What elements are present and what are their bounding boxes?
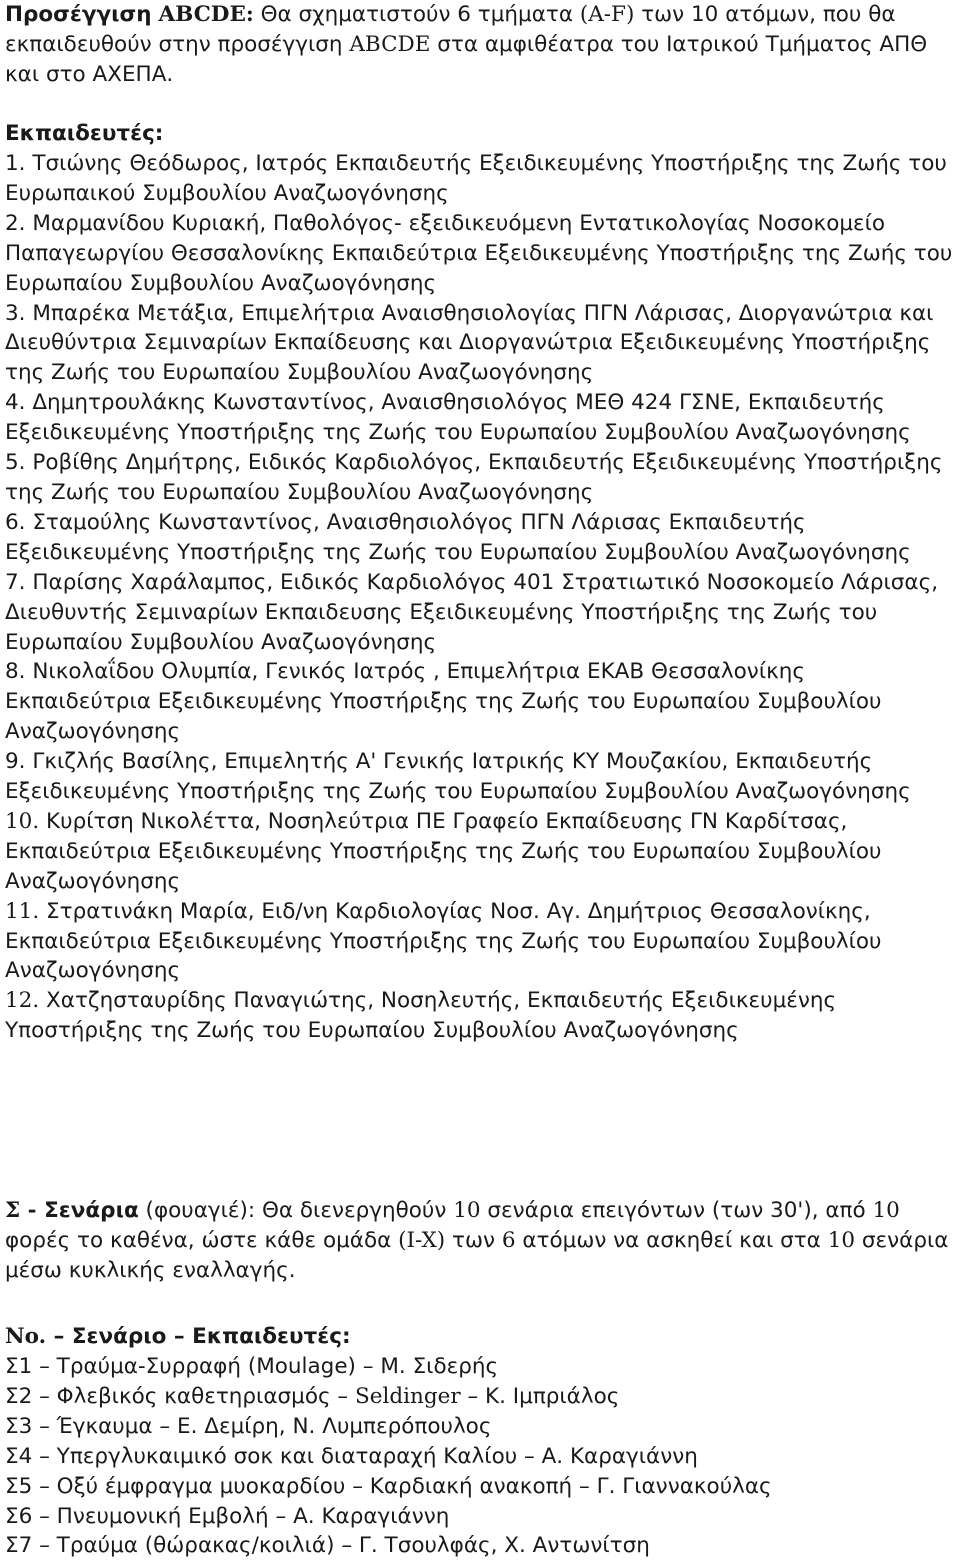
intro-abcde-1: ABCDE: — [158, 2, 254, 27]
scenario-text: Σ3 – Έγκαυμα – Ε. Δεμίρη, Ν. Λυμπερόπουλος — [5, 1413, 492, 1439]
scen-text-1: (φουαγιέ): Θα διενεργηθούν — [138, 1198, 454, 1223]
scenario-item — [5, 1531, 955, 1561]
intro-text-3: στα αμφιθέατρα του Ιατρικού Τμήματος ΑΠΘ και στο ΑΧΕΠΑ. — [5, 31, 928, 87]
trainer-item — [5, 568, 955, 658]
scenario-item — [5, 1412, 955, 1442]
trainer-num: 7. — [5, 569, 26, 595]
scen-text-5: ατόμων να ασκηθεί και στα — [515, 1227, 828, 1253]
trainer-item — [5, 986, 955, 1046]
scenarios-heading — [5, 1322, 351, 1352]
intro-af: (A-F) — [579, 2, 635, 27]
trainer-item — [5, 807, 955, 897]
scenario-text: Σ1 – Τραύμα-Συρραφή (Moulage) – Μ. Σιδερής — [5, 1354, 499, 1379]
trainer-num: 6. — [5, 509, 26, 535]
scen-text-3: φορές το καθένα, ώστε κάθε ομάδα — [5, 1227, 399, 1253]
intro-text-2: των 10 ατόμων, που θα εκπαιδευθούν στην προσέγγιση — [5, 2, 896, 57]
trainer-item — [5, 747, 955, 807]
trainer-item — [5, 448, 955, 508]
trainer-num: 1. — [5, 151, 26, 176]
trainer-text: Χατζησταυρίδης Παναγιώτης, Νοσηλευτής, Εκπαιδευτής Εξειδικευμένης Υποστήριξης της Ζωής του Ευρωπαίου Συμβουλίου Αναζωογόνησης — [5, 988, 837, 1044]
trainer-text: Τσιώνης Θεόδωρος, Ιατρός Εκπαιδευτής Εξειδικευμένης Υποστήριξης της Ζωής του Ευρωπαικού Συμβουλίου Αναζωογόνησης — [5, 151, 947, 206]
scenario-item — [5, 1442, 955, 1472]
trainer-num: 11. — [5, 898, 40, 924]
intro-abcde-2: ABCDE — [349, 31, 431, 57]
scenarios-label: Σενάρια — [44, 1198, 139, 1223]
trainer-num: 10. — [5, 808, 40, 834]
scenarios-intro-paragraph — [5, 1196, 960, 1286]
trainer-item — [5, 299, 955, 389]
trainer-text: Γκιζλής Βασίλης, Επιμελητής Α' Γενικής Ιατρικής ΚΥ Μουζακίου, Εκπαιδευτής Εξειδικευμένης Υποστήριξης της Ζωής του Ευρωπαίου Συμβουλίου Αναζωογόνησης — [5, 749, 911, 805]
trainer-num: 5. — [5, 450, 26, 476]
scenario-text: Σ2 – Φλεβικός καθετηριασμός – — [5, 1383, 356, 1409]
scenario-item — [5, 1382, 955, 1412]
trainer-text: Σταμούλης Κωνσταντίνος, Αναισθησιολόγος ΠΓΝ Λάρισας Εκπαιδευτής Εξειδικευμένης Υποστήριξης της Ζωής του Ευρωπαίου Συμβουλίου Αναζωογόνησης — [5, 509, 911, 565]
scen-group: (I-X) — [398, 1227, 446, 1253]
scenario-text: Σ7 – Τραύμα (θώρακας/κοιλιά) – Γ. Τσουλφάς, Χ. Αντωνίτση — [5, 1533, 650, 1559]
scenario-trainer: – Κ. Ιμπριάλος — [460, 1383, 620, 1409]
scenario-text: Σ6 – Πνευμονική Εμβολή – Α. Καραγιάννη — [5, 1503, 450, 1529]
trainer-num: 12. — [5, 988, 40, 1014]
trainers-list — [5, 149, 955, 1046]
scenario-item — [5, 1472, 955, 1502]
trainer-num: 8. — [5, 659, 26, 685]
trainer-item — [5, 508, 955, 568]
trainer-num: 4. — [5, 390, 26, 416]
trainer-text: Ροβίθης Δημήτρης, Ειδικός Καρδιολόγος, Εκπαιδευτής Εξειδικευμένης Υποστήριξης της Ζωής του Ευρωπαίου Συμβουλίου Αναζωογόνησης — [5, 450, 943, 505]
trainer-text: Νικολαΐδου Ολυμπία, Γενικός Ιατρός , Επιμελήτρια ΕΚΑΒ Θεσσαλονίκης Εκπαιδεύτρια Εξειδικευμένης Υποστήριξης της Ζωής του Ευρωπαίου Συμβουλίου Αναζωογόνησης — [5, 659, 882, 745]
scenario-text: Σ4 – Υπεργλυκαιμικό σοκ και διαταραχή Καλίου – Α. Καραγιάννη — [5, 1443, 698, 1469]
scen-n1: 10 — [453, 1198, 481, 1223]
scenario-technique: Seldinger — [355, 1383, 461, 1409]
trainer-text: Στρατινάκη Μαρία, Ειδ/νη Καρδιολογίας Νοσ. Αγ. Δημήτριος Θεσσαλονίκης, Εκπαιδεύτρια Εξειδικευμένης Υποστήριξης της Ζωής του Ευρωπαίου Συμβουλίου Αναζωογόνησης — [5, 898, 882, 984]
scenarios-heading-no: No. — [5, 1324, 47, 1349]
scenarios-label-s: Σ - — [5, 1198, 45, 1223]
trainer-text: Κυρίτση Νικολέττα, Νοσηλεύτρια ΠΕ Γραφείο Εκπαίδευσης ΓΝ Καρδίτσας, Εκπαιδεύτρια Εξειδικευμένης Υποστήριξης της Ζωής του Ευρωπαίου Συμβουλίου Αναζωογόνησης — [5, 808, 882, 894]
trainer-item — [5, 149, 955, 209]
trainer-text: Μαρμανίδου Κυριακή, Παθολόγος- εξειδικευόμενη Εντατικολογίας Νοσοκομείο Παπαγεωργίου Θεσσαλονίκης Εκπαιδεύτρια Εξειδικευμένης Υποστήριξης της Ζωής του Ευρωπαίου Συμβουλίου Αναζωογόνησης — [5, 210, 953, 296]
trainer-item — [5, 657, 955, 747]
intro-text-1: Θα σχηματιστούν 6 τμήματα — [253, 2, 580, 27]
scenarios-heading-text: – Σενάριο – Εκπαιδευτές: — [46, 1324, 351, 1349]
scen-text-4: των — [445, 1227, 502, 1253]
intro-label: Προσέγγιση — [5, 2, 152, 27]
scenario-item — [5, 1502, 955, 1532]
trainer-item — [5, 388, 955, 448]
trainer-num: 2. — [5, 210, 26, 236]
scen-text-2: σενάρια επειγόντων (των 30'), από — [480, 1198, 873, 1223]
trainer-item — [5, 209, 955, 299]
trainer-num: 9. — [5, 749, 26, 775]
trainer-text: Δημητρουλάκης Κωνσταντίνος, Αναισθησιολόγος ΜΕΘ 424 ΓΣΝΕ, Εκπαιδευτής Εξειδικευμένης Υποστήριξης της Ζωής του Ευρωπαίου Συμβουλίου Αναζωογόνησης — [5, 390, 911, 446]
trainers-heading: Εκπαιδευτές: — [5, 121, 164, 146]
scen-text-6: σενάρια μέσω κυκλικής εναλλαγής. — [5, 1227, 949, 1283]
abcde-intro-paragraph — [5, 0, 955, 90]
scen-n2: 10 — [872, 1198, 900, 1223]
scen-n3: 6 — [501, 1227, 516, 1253]
trainer-text: Παρίσης Χαράλαμπος, Ειδικός Καρδιολόγος 401 Στρατιωτικό Νοσοκομείο Λάρισας, Διευθυντής Σεμιναρίων Εκπαιδευσης Εξειδικευμένης Υποστήριξης της Ζωής του Ευρωπαίου Συμβουλίου Αναζωογόνησης — [5, 569, 939, 655]
trainer-num: 3. — [5, 300, 26, 326]
scen-n4: 10 — [827, 1227, 856, 1253]
scenario-text: Σ5 – Οξύ έμφραγμα μυοκαρδίου – Καρδιακή ανακοπή – Γ. Γιαννακούλας — [5, 1473, 772, 1499]
trainer-item — [5, 897, 955, 987]
trainer-text: Μπαρέκα Μετάξια, Επιμελήτρια Αναισθησιολογίας ΠΓΝ Λάρισας, Διοργανώτρια και Διευθύντρια Σεμιναρίων Εκπαίδευσης και Διοργανώτρια Εξειδικευμένης Υποστήριξης της Ζωής του Ευρωπαίου Συμβουλίου Αναζωογόνησης — [5, 300, 934, 386]
scenario-item — [5, 1352, 955, 1382]
scenarios-list — [5, 1352, 955, 1561]
